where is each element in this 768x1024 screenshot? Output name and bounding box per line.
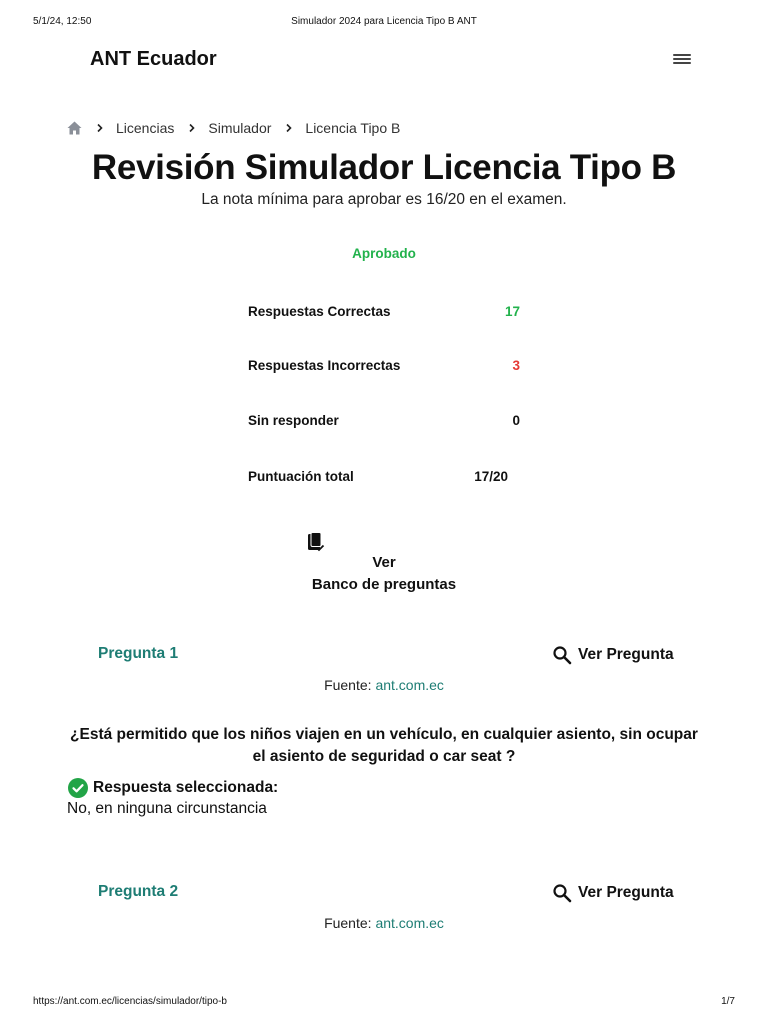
selected-answer-heading [68, 778, 278, 798]
view-question-label: Ver Pregunta [578, 646, 674, 663]
stat-label: Puntuación total [248, 469, 354, 484]
breadcrumb-licencias[interactable]: Licencias [116, 120, 175, 136]
bank-link-ver[interactable]: Ver [372, 554, 396, 571]
stat-value: 0 [512, 413, 520, 428]
question-1-source [0, 677, 768, 693]
source-label: Fuente: [324, 915, 372, 931]
stat-unanswered [248, 413, 520, 433]
stat-correct [248, 304, 520, 324]
page-subtitle: La nota mínima para aprobar es 16/20 en el examen. [201, 191, 567, 208]
source-link[interactable]: ant.com.ec [375, 677, 444, 693]
source-link[interactable]: ant.com.ec [375, 915, 444, 931]
breadcrumb-licencia-tipo-b[interactable]: Licencia Tipo B [305, 120, 401, 136]
print-title: Simulador 2024 para Licencia Tipo B ANT [291, 16, 477, 27]
stat-value: 3 [512, 358, 520, 373]
chevron-right-icon [96, 123, 104, 133]
question-bank-icon [306, 532, 326, 554]
print-url: https://ant.com.ec/licencias/simulador/tipo-b [33, 996, 227, 1007]
stat-incorrect [248, 358, 520, 378]
home-icon[interactable] [66, 120, 82, 136]
view-question-2-button[interactable] [552, 883, 674, 903]
stat-label: Respuestas Incorrectas [248, 358, 401, 373]
answer-heading-label: Respuesta seleccionada: [93, 779, 279, 796]
question-1-title: Pregunta 1 [98, 645, 179, 662]
bank-link-label[interactable]: Banco de preguntas [311, 576, 457, 593]
question-2-source [0, 915, 768, 931]
check-circle-icon [68, 778, 88, 798]
page-title: Revisión Simulador Licencia Tipo B [91, 148, 677, 187]
print-date: 5/1/24, 12:50 [33, 16, 92, 27]
chevron-right-icon [285, 123, 293, 133]
stat-label: Respuestas Correctas [248, 304, 391, 319]
stat-label: Sin responder [248, 413, 339, 428]
view-question-1-button[interactable] [552, 645, 674, 665]
site-brand[interactable]: ANT Ecuador [90, 48, 217, 70]
stat-value: 17/20 [474, 469, 508, 484]
question-1-text: ¿Está permitido que los niños viajen en un vehículo, en cualquier asiento, sin ocupar el asiento de seguridad o car seat ? [70, 726, 698, 765]
hamburger-menu-icon[interactable] [672, 52, 692, 68]
source-label: Fuente: [324, 677, 372, 693]
breadcrumb [66, 118, 414, 138]
stat-total [248, 469, 520, 489]
view-question-label: Ver Pregunta [578, 884, 674, 901]
print-page-number: 1/7 [721, 996, 735, 1007]
search-icon [552, 645, 572, 665]
selected-answer-text: No, en ninguna circunstancia [67, 800, 267, 817]
stat-value: 17 [504, 304, 520, 319]
search-icon [552, 883, 572, 903]
chevron-right-icon [188, 123, 196, 133]
result-status: Aprobado [352, 246, 416, 261]
question-2-title: Pregunta 2 [98, 883, 179, 900]
breadcrumb-simulador[interactable]: Simulador [208, 120, 272, 136]
